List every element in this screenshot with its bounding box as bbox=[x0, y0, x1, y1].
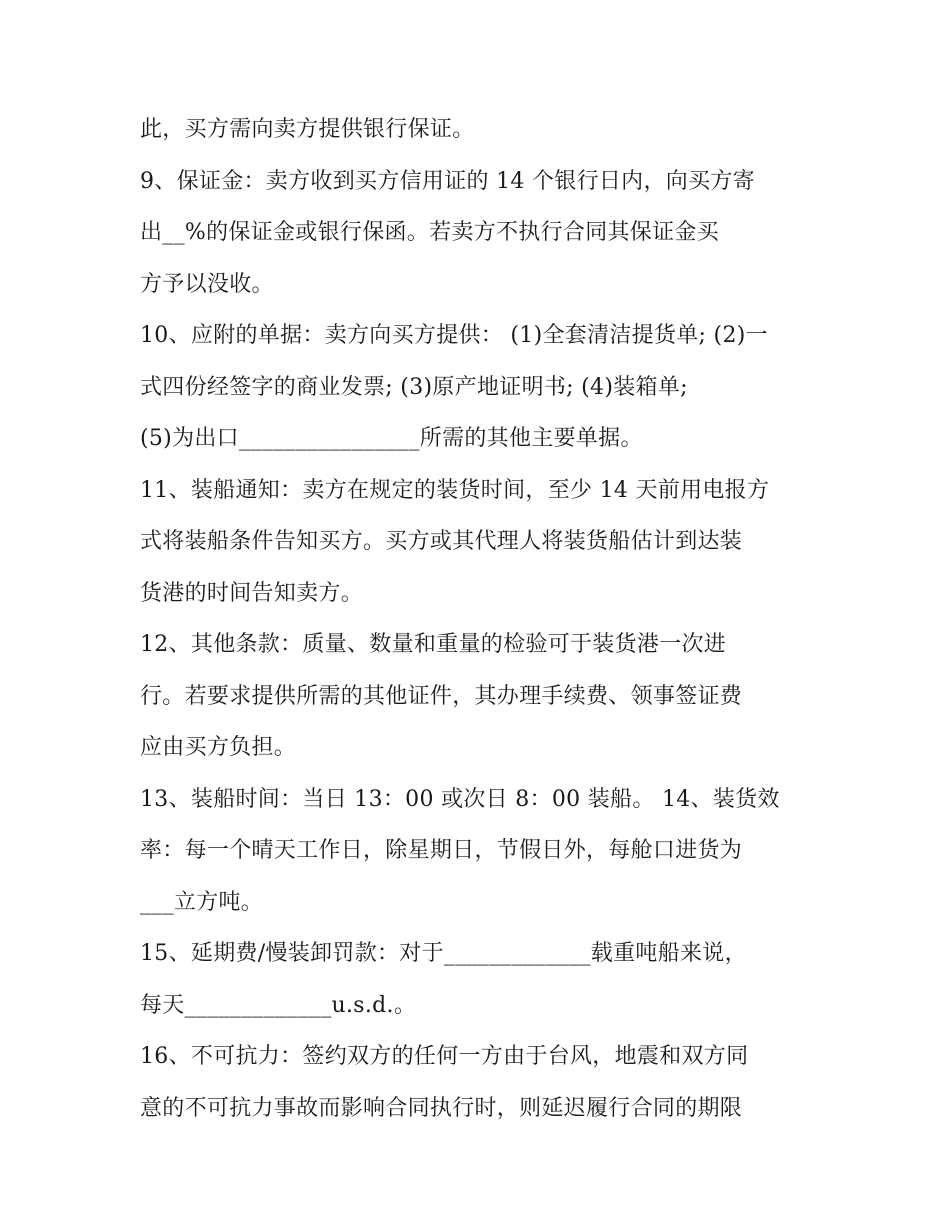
text-line: 出__%的保证金或银行保函。若卖方不执行合同其保证金买 bbox=[140, 220, 720, 245]
text-line: 12、其他条款：质量、数量和重量的检验可于装货港一次进 bbox=[140, 632, 727, 657]
text-line: 方予以没收。 bbox=[140, 271, 274, 297]
text-line: 式将装船条件告知买方。买方或其代理人将装货船估计到达装 bbox=[140, 529, 743, 554]
text-line: 16、不可抗力：签约双方的任何一方由于台风，地震和双方同 bbox=[140, 1044, 749, 1069]
text-line: 每天_____________u.s.d.。 bbox=[140, 992, 417, 1018]
text-line: 9、保证金：卖方收到买方信用证的 14 个银行日内，向买方寄 bbox=[140, 168, 755, 194]
text-line: 率：每一个晴天工作日，除星期日，节假日外，每舱口进货为 bbox=[140, 838, 743, 863]
text-line: 货港的时间告知卖方。 bbox=[140, 580, 364, 606]
text-line: 11、装船通知：卖方在规定的装货时间，至少 14 天前用电报方 bbox=[140, 477, 770, 503]
text-line: ___立方吨。 bbox=[140, 889, 264, 915]
text-line: (5)为出口________________所需的其他主要单据。 bbox=[140, 426, 643, 451]
text-line: 意的不可抗力事故而影响合同执行时，则延迟履行合同的期限 bbox=[140, 1095, 743, 1121]
text-line: 应由买方负担。 bbox=[140, 735, 297, 760]
text-line: 15、延期费/慢装卸罚款：对于_____________载重吨船来说， bbox=[140, 941, 747, 966]
text-line: 此，买方需向卖方提供银行保证。 bbox=[140, 117, 475, 142]
text-line: 式四份经签字的商业发票; (3)原产地证明书; (4)装箱单; bbox=[140, 374, 688, 400]
text-line: 行。若要求提供所需的其他证件，其办理手续费、领事签证费 bbox=[140, 683, 743, 709]
text-line: 10、应附的单据：卖方向买方提供： (1)全套清洁提货单; (2)一 bbox=[140, 323, 768, 348]
text-line: 13、装船时间：当日 13：00 或次日 8：00 装船。 14、装货效 bbox=[140, 786, 780, 812]
contract-text-body bbox=[140, 104, 820, 1134]
